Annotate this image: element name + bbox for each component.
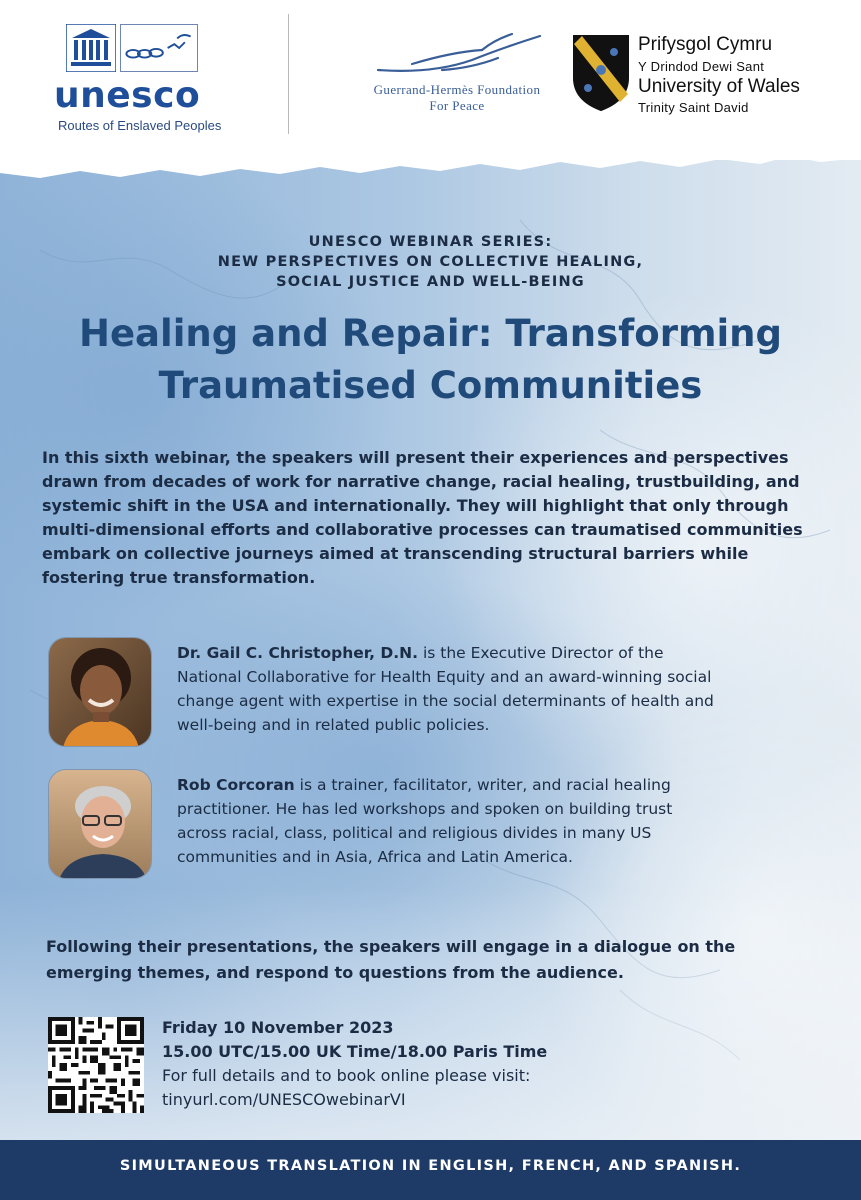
series-line3: SOCIAL JUSTICE AND WELL-BEING [276, 274, 585, 290]
title-line1: Healing and Repair: Transforming [79, 312, 782, 355]
guerrand-hermes-line2: For Peace [429, 98, 485, 113]
series-line1: UNESCO WEBINAR SERIES: [308, 234, 553, 250]
following-line2: emerging themes, and respond to questions from the audience. [46, 963, 624, 982]
speaker-photo-man [49, 770, 152, 879]
following-paragraph [46, 934, 836, 986]
intro-line: drawn from decades of work for narrative change, racial healing, trustbuilding, and [42, 472, 800, 491]
event-details-text: For full details and to book online please visit: [162, 1066, 531, 1085]
series-heading [0, 232, 861, 292]
uwtsd-line4: Trinity Saint David [638, 100, 749, 115]
event-details [162, 1016, 822, 1112]
intro-line: embark on collective journeys aimed at transcending structural barriers while [42, 544, 749, 563]
event-booking-link[interactable]: tinyurl.com/UNESCOwebinarVI [162, 1090, 406, 1109]
event-time: 15.00 UTC/15.00 UK Time/18.00 Paris Time [162, 1042, 548, 1061]
bio-line: communities and in Asia, Africa and Latin America. [177, 848, 573, 866]
unesco-subtitle: Routes of Enslaved Peoples [58, 118, 222, 133]
bio-line: well-being and in related public policies. [177, 716, 490, 734]
speaker-photo-woman [49, 638, 152, 747]
bio-line: change agent with expertise in the social determinants of health and [177, 692, 714, 710]
translation-footer-bar [0, 1140, 861, 1200]
uwtsd-line1: Prifysgol Cymru [638, 34, 773, 55]
title-line2: Traumatised Communities [158, 364, 703, 407]
bio-line: across racial, class, political and religious divides in many US [177, 824, 652, 842]
translation-footer-text: SIMULTANEOUS TRANSLATION IN ENGLISH, FRENCH, AND SPANISH. [119, 1158, 742, 1174]
bio-first-line [177, 641, 827, 665]
intro-line: fostering true transformation. [42, 568, 316, 587]
intro-line: In this sixth webinar, the speakers will present their experiences and perspectives [42, 448, 789, 467]
speaker-name: Rob Corcoran [177, 776, 295, 794]
webinar-title [0, 308, 861, 412]
uwtsd-line3: University of Wales [638, 76, 800, 97]
event-date: Friday 10 November 2023 [162, 1018, 394, 1037]
guerrand-hermes-line1: Guerrand-Hermès Foundation [373, 82, 541, 97]
series-line2: NEW PERSPECTIVES ON COLLECTIVE HEALING, [217, 254, 644, 270]
speaker-bio-rob-corcoran [177, 773, 827, 869]
speaker-photo-rob-corcoran [48, 769, 152, 879]
speaker-photo-gail-christopher [48, 637, 152, 747]
uwtsd-line2: Y Drindod Dewi Sant [638, 59, 765, 74]
bio-line: National Collaborative for Health Equity and an award-winning social [177, 668, 712, 686]
intro-line: systemic shift in the USA and internationally. They will highlight that only through [42, 496, 789, 515]
qr-code-icon[interactable] [48, 1017, 144, 1113]
speaker-bio-gail-christopher [177, 641, 827, 737]
unesco-wordmark: unesco [54, 75, 201, 116]
intro-line: multi-dimensional efforts and collaborative processes can traumatised communities [42, 520, 803, 539]
speaker-name: Dr. Gail C. Christopher, D.N. [177, 644, 419, 662]
bio-line: is the Executive Director of the [418, 644, 664, 662]
following-line1: Following their presentations, the speakers will engage in a dialogue on the [46, 937, 736, 956]
intro-paragraph [42, 446, 832, 590]
bio-line: is a trainer, facilitator, writer, and racial healing [294, 776, 671, 794]
bio-line: practitioner. He has led workshops and spoken on building trust [177, 800, 673, 818]
bio-first-line [177, 773, 827, 797]
